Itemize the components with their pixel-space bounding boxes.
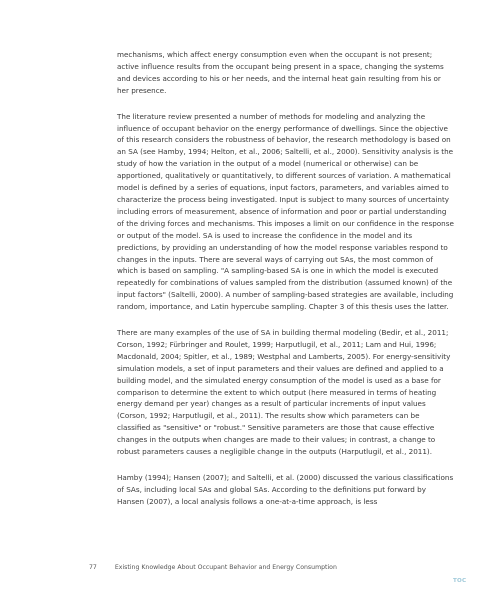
- page-footer: [89, 564, 337, 571]
- running-title: Existing Knowledge About Occupant Behavior and Energy Consumption: [114, 564, 337, 571]
- paragraph-1: mechanisms, which affect energy consumption even when the occupant is not present; active influence results from the occupant being present in a space, changing the systems and devices according to his or her needs, and the internal heat gain resulting from his or her presence.: [117, 50, 444, 95]
- paragraph-2: The literature review presented a number of methods for modeling and analyzing the influence of occupant behavior on the energy performance of dwellings. Since the objective of this research considers the robustness of behavior, the research methodology is based on an SA (see Hamby, 1994; Helton, et al., 2006; Saltelli, et al., 2000). Sensitivity analysis is the study of how the variation in the output of a model (numerical or otherwise) can be apportioned, qualitatively or quantitatively, to different sources of variation. A mathematical model is defined by a series of equations, input factors, parameters, and variables aimed to characterize the process being investigated. Input is subject to many sources of uncertainty including errors of measurement, absence of information and poor or partial understanding of the driving forces and mechanisms. This imposes a limit on our confidence in the response or output of the model. SA is used to increase the confidence in the model and its predictions, by providing an understanding of how the model response variables respond to changes in the inputs. There are several ways of carrying out SAs, the most common of which is based on sampling. "A sampling-based SA is one in which the model is executed repeatedly for combinations of values sampled from the distribution (assumed known) of the input factors" (Saltelli, 2000). A number of sampling-based strategies are available, including random, importance, and Latin hypercube sampling. Chapter 3 of this thesis uses the latter.: [117, 111, 454, 312]
- page-number: 77: [89, 564, 97, 571]
- main-text: [117, 49, 455, 522]
- toc-link[interactable]: TOC: [453, 578, 467, 584]
- paragraph-4: Hamby (1994); Hansen (2007); and Saltelli, et al. (2000) discussed the various classifications of SAs, including local SAs and global SAs. According to the definitions put forward by Hansen (2007), a local analysis follows a one-at-a-time approach, is less: [117, 473, 454, 506]
- paragraph-3: There are many examples of the use of SA in building thermal modeling (Bedir, et al., 2011; Corson, 1992; Fürbringer and Roulet, 1999; Harputlugil, et al., 2011; Lam and Hui, 1996; Macdonald, 2004; Spitler, et al., 1989; Westphal and Lamberts, 2005). For energy-sensitivity simulation models, a set of input parameters and their values are defined and applied to a building model, and the simulated energy consumption of the model is used as a base for comparison to determine the extent to which output (here measured in terms of heating energy demand per year) changes as a result of particular increments of input values (Corson, 1992; Harputlugil, et al., 2011). The results show which parameters can be classified as "sensitive" or "robust." Sensitive parameters are those that cause effective changes in the outputs when changes are made to their values; in contrast, a change to robust parameters causes a negligible change in the outputs (Harputlugil, et al., 2011).: [117, 328, 451, 457]
